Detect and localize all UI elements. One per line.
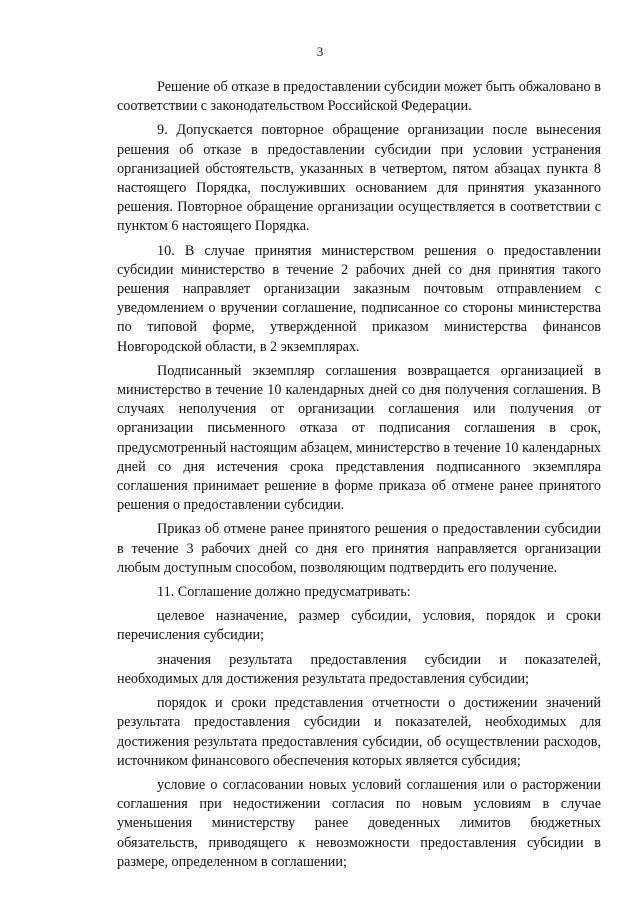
list-item-purpose: целевое назначение, размер субсидии, условия, порядок и сроки перечисления субсидии; [117, 608, 601, 644]
paragraph-clause-10: 10. В случае принятия министерством решения о предоставлении субсидии министерство в течение 2 рабочих дней со дня принятия такого решения направляет организации заказным почтовым отправлением с уведомлением о вручении соглашение, подписанное со стороны министерства по типовой форме, утвержденной приказом министерства финансов Новгородской области, в 2 экземплярах. [117, 242, 601, 355]
paragraph-appeal: Решение об отказе в предоставлении субсидии может быть обжаловано в соответствии с законодательством Российской Федерации. [117, 79, 601, 115]
page-number: 3 [316, 44, 324, 59]
paragraph-clause-11: 11. Соглашение должно предусматривать: [157, 584, 411, 601]
document-body [117, 78, 601, 872]
paragraph-signed-copy: Подписанный экземпляр соглашения возвращается организацией в министерство в течение 10 календарных дней со дня получения соглашения. В случаях неполучения от организации соглашения или получения от организации письменного отказа от подписания соглашения в срок, предусмотренный настоящим абзацем, министерство в течение 10 календарных дней со дня истечения срока представления подписанного экземпляра соглашения принимает решение в форме приказа об отмене ранее принятого решения о предоставлении субсидии. [117, 362, 601, 514]
list-item-reporting: порядок и сроки представления отчетности о достижении значений результата предоставления субсидии и показателей, необходимых для достижения результата предоставления субсидии, об осуществлении расходов, источником финансового обеспечения которых является субсидия; [117, 695, 601, 769]
list-item-new-terms: условие о согласовании новых условий соглашения или о расторжении соглашения при недостижении согласия по новым условиям в случае уменьшения министерству ранее доведенных лимитов бюджетных обязательств, приводящего к невозможности предоставления субсидии в размере, определенном в соглашении; [117, 776, 601, 870]
paragraph-clause-9: 9. Допускается повторное обращение организации после вынесения решения об отказе в предоставлении субсидии при условии устранения организацией обстоятельств, указанных в четвертом, пятом абзацах пункта 8 настоящего Порядка, послуживших основанием для принятия указанного решения. Повторное обращение организации осуществляется в соответствии с пунктом 6 настоящего Порядка. [117, 122, 601, 235]
paragraph-cancel-order: Приказ об отмене ранее принятого решения о предоставлении субсидии в течение 3 рабочих дней со дня его принятия направляется организации любым доступным способом, позволяющим подтвердить его получение. [117, 521, 601, 576]
list-item-result-values: значения результата предоставления субсидии и показателей, необходимых для достижения результата предоставления субсидии; [117, 651, 601, 687]
